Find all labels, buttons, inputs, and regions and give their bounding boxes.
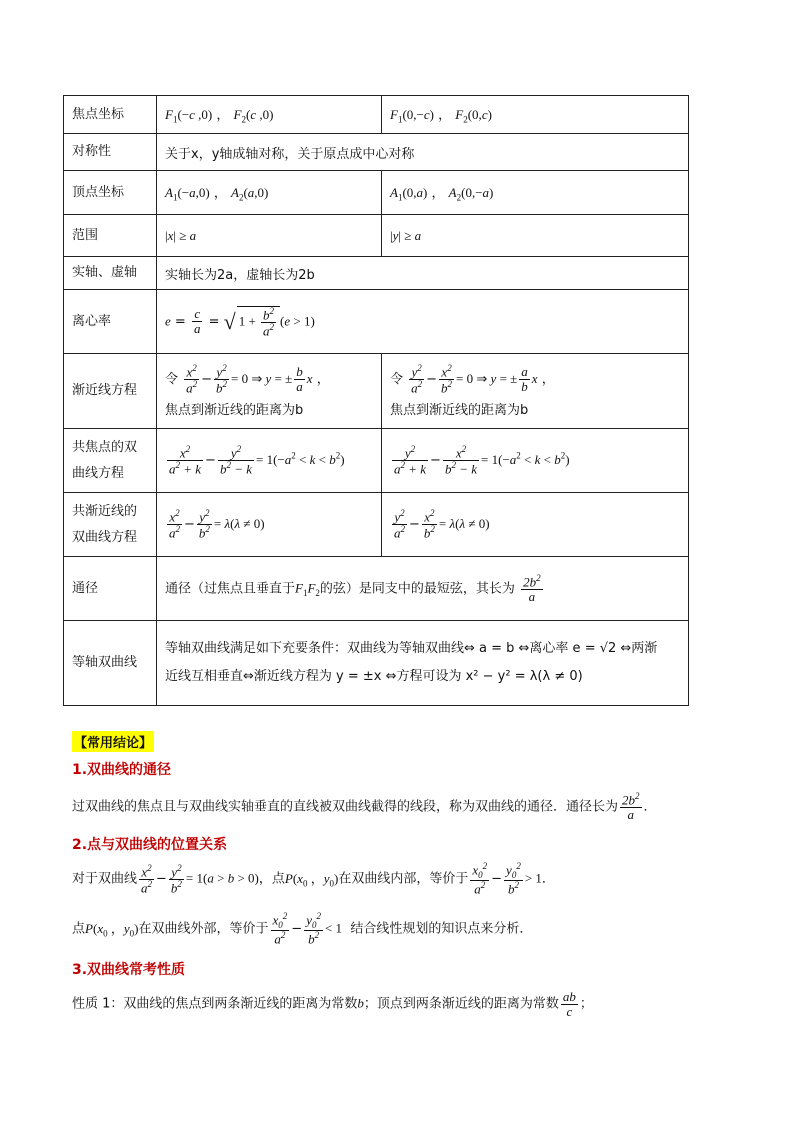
row-label-cofocal: 共焦点的双 曲线方程 xyxy=(64,429,157,493)
row-label-eccentricity: 离心率 xyxy=(64,290,157,354)
hyperbola-properties-table xyxy=(63,95,689,706)
row-label-equilateral: 等轴双曲线 xyxy=(64,621,157,706)
asymptote-note-y: 焦点到渐近线的距离为b xyxy=(390,402,529,418)
row-label-vertices: 顶点坐标 xyxy=(64,171,157,215)
asymptote-x-axis: 令 $\frac{x^2}{a^2}$ − $\frac{y^2}{b^2}$ = 0 ⇒ y = ± $\frac{b}{a}$ x ， 焦点到渐近线的距离为b xyxy=(157,354,382,429)
eccentricity-formula: e = $\frac{c}{a}$ = √ 1 + $\frac{b^2}{a^2}$ (e > 1) xyxy=(157,290,689,354)
vertices-y-axis: $A_1(0,a)$ ， $A_2(0,-a)$ xyxy=(382,171,689,215)
latus-rectum-text: 通径（过焦点且垂直于$F_1F_2$的弦）是同支中的最短弦，其长为 $\frac{2b^2}{a}$ xyxy=(157,557,689,621)
section-3-title: 3.双曲线常考性质 xyxy=(72,962,186,978)
section-2-title: 2.点与双曲线的位置关系 xyxy=(72,837,228,853)
coasymptote-x-axis: $\frac{x^2}{a^2}$ − $\frac{y^2}{b^2}$ = λ(λ ≠ 0) xyxy=(157,493,382,557)
row-label-asymptote: 渐近线方程 xyxy=(64,354,157,429)
section-3-text: 性质 1：双曲线的焦点到两条渐近线的距离为常数b；顶点到两条渐近线的距离为常数 $\frac{ab}{c}$ ； xyxy=(72,989,593,1019)
axes-text: 实轴长为2a，虚轴长为2b xyxy=(157,257,689,290)
range-x-axis: |x| ≥ a xyxy=(157,215,382,257)
section-2-line-1: 对于双曲线 $\frac{x^2}{a^2}$ − $\frac{y^2}{b^2}$ = 1(a > b > 0)，点$P(x_0$ ，$y_0$)在双曲线内部，等价于 $\frac{x_0^2}{a^2}$ − $\frac{y_0^2}{b^2}$ > 1． xyxy=(72,861,555,897)
section-2-line-2: 点$P(x_0$ ，$y_0$)在双曲线外部，等价于 $\frac{x_0^2}{a^2}$ − $\frac{y_0^2}{b^2}$ < 1 结合线性规划的知识点来分析． xyxy=(72,911,533,947)
asymptote-y-axis: 令 $\frac{y^2}{a^2}$ − $\frac{x^2}{b^2}$ = 0 ⇒ y = ± $\frac{a}{b}$ x ， 焦点到渐近线的距离为b xyxy=(382,354,689,429)
foci-y-axis: $F_1(0,-c)$ ， $F_2(0,c)$ xyxy=(382,96,689,134)
symmetry-text: 关于x，y轴成轴对称，关于原点成中心对称 xyxy=(157,134,689,171)
section-1-text: 过双曲线的焦点且与双曲线实轴垂直的直线被双曲线截得的线段，称为双曲线的通径．通径长为 $\frac{2b^2}{a}$ ． xyxy=(72,791,657,822)
cofocal-x-axis: $\frac{x^2}{a^2 + k}$ − $\frac{y^2}{b^2 - k}$ = $1(-a^2 < k < b^2)$ xyxy=(157,429,382,493)
cofocal-y-axis: $\frac{y^2}{a^2 + k}$ − $\frac{x^2}{b^2 - k}$ = $1(-a^2 < k < b^2)$ xyxy=(382,429,689,493)
coasymptote-y-axis: $\frac{y^2}{a^2}$ − $\frac{x^2}{b^2}$ = λ(λ ≠ 0) xyxy=(382,493,689,557)
row-label-axes: 实轴、虚轴 xyxy=(64,257,157,290)
row-label-coasymptote: 共渐近线的 双曲线方程 xyxy=(64,493,157,557)
row-label-foci: 焦点坐标 xyxy=(64,96,157,134)
row-label-symmetry: 对称性 xyxy=(64,134,157,171)
common-conclusions-tag: 【常用结论】 xyxy=(72,731,154,752)
asymptote-note-x: 焦点到渐近线的距离为b xyxy=(165,402,304,418)
foci-x-axis: $F_1(-c$ ,0) ， $F_2(c$ ,0) xyxy=(157,96,382,134)
equilateral-text: 等轴双曲线满足如下充要条件：双曲线为等轴双曲线⇔ a = b ⇔离心率 e = √2 ⇔两渐 近线互相垂直⇔渐近线方程为 y = ±x ⇔方程可设为 x² − y² = λ(λ ≠ 0) xyxy=(157,621,689,706)
vertices-x-axis: $A_1(-a,0)$ ， $A_2(a,0)$ xyxy=(157,171,382,215)
section-1-title: 1.双曲线的通径 xyxy=(72,762,172,778)
range-y-axis: |y| ≥ a xyxy=(382,215,689,257)
row-label-range: 范围 xyxy=(64,215,157,257)
row-label-latus-rectum: 通径 xyxy=(64,557,157,621)
